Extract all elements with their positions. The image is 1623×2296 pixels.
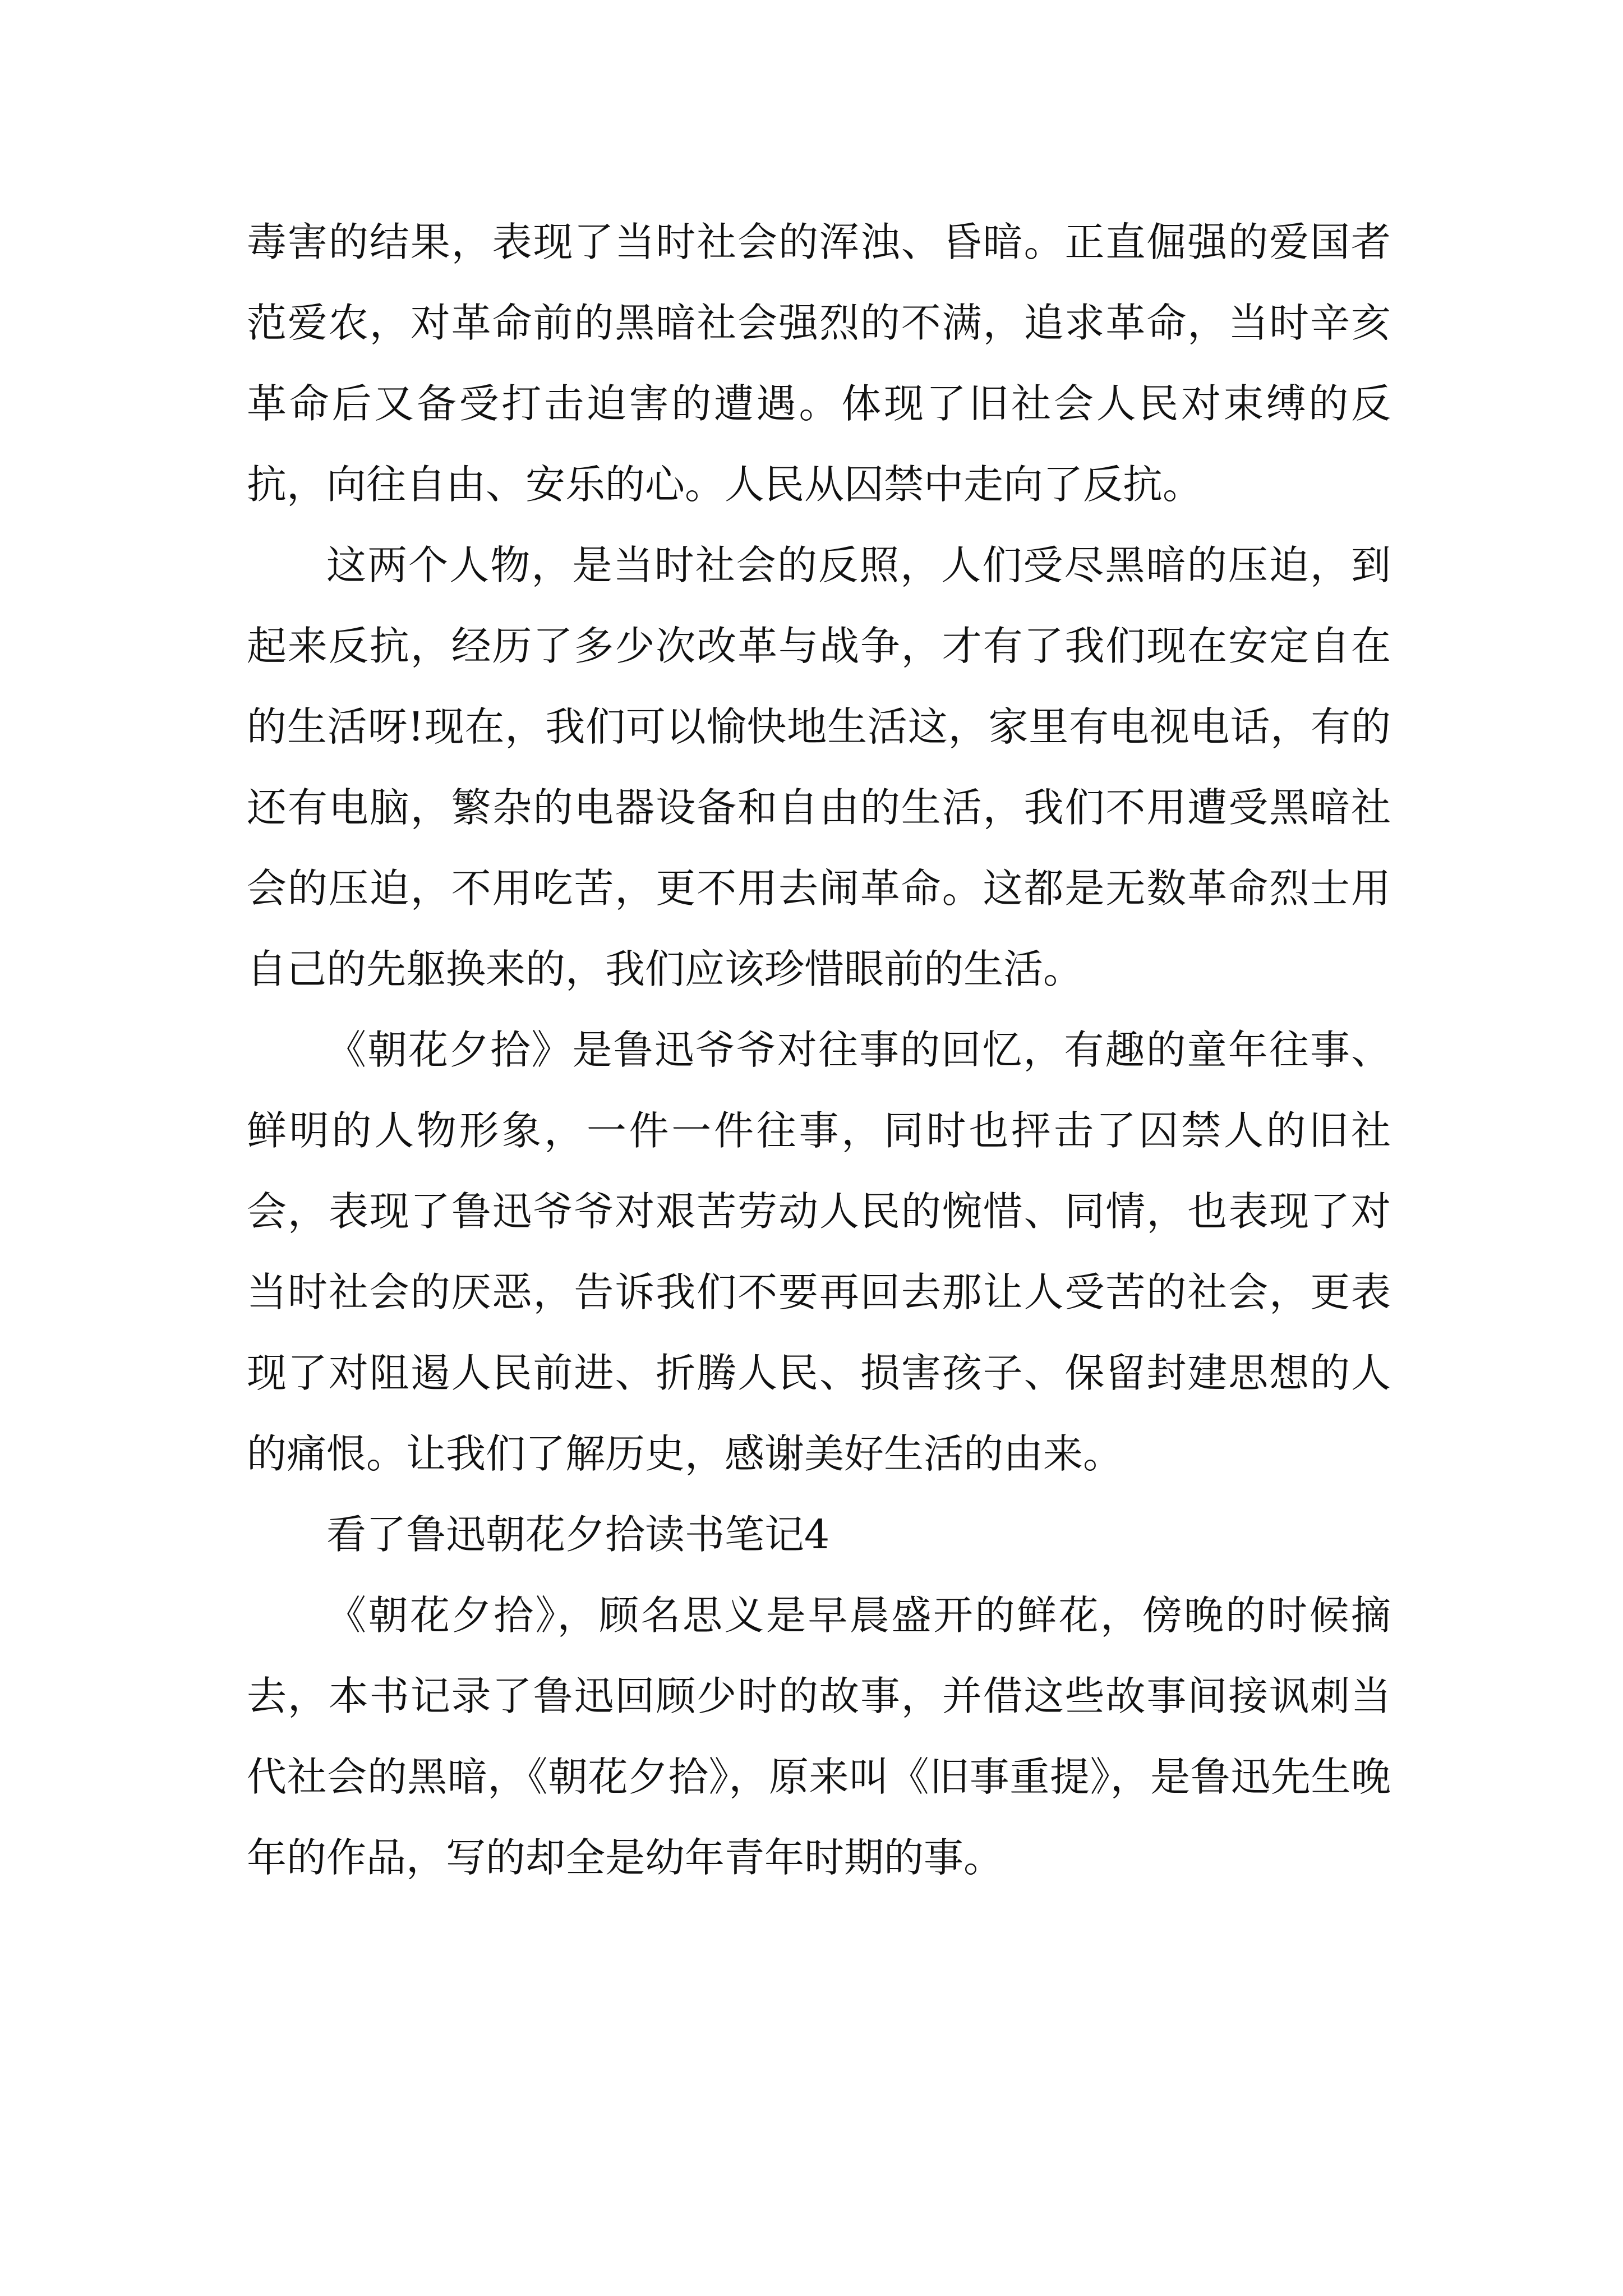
paragraph: 《朝花夕拾》，顾名思义是早晨盛开的鲜花，傍晚的时候摘去，本书记录了鲁迅回顾少时的故事，并借这些故事间接讽刺当代社会的黑暗，《朝花夕拾》，原来叫《旧事重提》，是鲁迅先生晚年的作品，写的却全是幼年青年时期的事。 [247, 1592, 1391, 1881]
section-heading: 看了鲁迅朝花夕拾读书笔记4 [326, 1511, 830, 1558]
paragraph-continuation: 毒害的结果，表现了当时社会的浑浊、昏暗。正直倔强的爱国者范爱农，对革命前的黑暗社会强烈的不满，追求革命，当时辛亥革命后又备受打击迫害的遭遇。体现了旧社会人民对束缚的反抗，向往自由、安乐的心。人民从囚禁中走向了反抗。 [247, 219, 1391, 508]
paragraph: 《朝花夕拾》是鲁迅爷爷对往事的回忆，有趣的童年往事、鲜明的人物形象，一件一件往事，同时也抨击了囚禁人的旧社会，表现了鲁迅爷爷对艰苦劳动人民的惋惜、同情，也表现了对当时社会的厌恶，告诉我们不要再回去那让人受苦的社会，更表现了对阻遏人民前进、折腾人民、损害孩子、保留封建思想的人的痛恨。让我们了解历史，感谢美好生活的由来。 [247, 1027, 1391, 1477]
body-text [247, 202, 1391, 1898]
paragraph: 这两个人物，是当时社会的反照，人们受尽黑暗的压迫，到起来反抗，经历了多少次改革与战争，才有了我们现在安定自在的生活呀!现在，我们可以愉快地生活这，家里有电视电话，有的还有电脑，繁杂的电器设备和自由的生活，我们不用遭受黑暗社会的压迫，不用吃苦，更不用去闹革命。这都是无数革命烈士用自己的先躯换来的，我们应该珍惜眼前的生活。 [247, 542, 1391, 992]
